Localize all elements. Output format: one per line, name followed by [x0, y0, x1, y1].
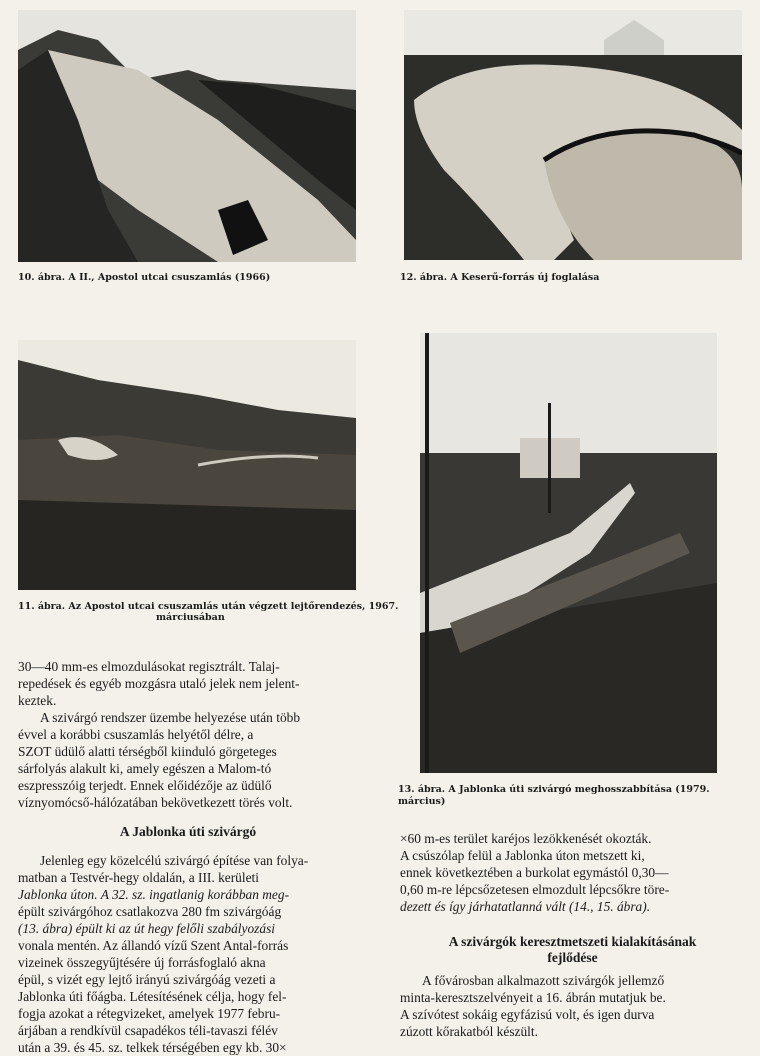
text-line: víznyomócső-hálózatában bekövetkezett törés volt.	[18, 795, 293, 810]
text-line: keztek.	[18, 693, 57, 708]
text-line: vizeinek összegyűjtésére új forrásfoglaló akna	[18, 955, 266, 970]
figure-10-caption: 10. ábra. A II., Apostol utcai csuszamlás (1966)	[18, 272, 271, 283]
basin-photo-graphic	[404, 10, 742, 260]
road-photo-graphic	[420, 333, 717, 773]
text-line: A csúszólap felül a Jablonka úton metszett ki,	[400, 848, 645, 863]
figure-11-caption-line2: márciusában	[156, 612, 225, 623]
text-line: repedések és egyéb mozgásra utaló jelek nem jelent-	[18, 676, 300, 691]
text-line: után a 39. és 45. sz. telkek térségében egy kb. 30×	[18, 1040, 287, 1055]
text-line: fogja azokat a rétegvizeket, amelyek 1977 febru-	[18, 1006, 281, 1021]
figure-13-caption: 13. ábra. A Jablonka úti szivárgó meghosszabbítása (1979. március)	[398, 784, 710, 807]
text-line: sárfolyás alakult ki, amely egészen a Malom-tó	[18, 761, 272, 776]
paragraph	[400, 972, 745, 1040]
text-line: (13. ábra) épült ki az út hegy felőli szabályozási	[18, 921, 275, 936]
text-line: SZOT üdülő alatti térségből kiinduló görgeteges	[18, 744, 277, 759]
landslide-photo-graphic	[18, 10, 356, 262]
figure-10-photo	[18, 10, 356, 262]
figure-13-photo	[420, 333, 717, 773]
paragraph	[400, 830, 745, 915]
figure-11-caption-line1: 11. ábra. Az Apostol utcai csuszamlás után végzett lejtőrendezés, 1967.	[18, 601, 399, 612]
text-line: zúzott kőrakatból készült.	[400, 1024, 538, 1039]
right-column-text-2	[400, 972, 745, 1040]
text-line: A fővárosban alkalmazott szivárgók jellemző	[422, 973, 665, 988]
section-heading-line1: A szivárgók keresztmetszeti kialakításának	[448, 934, 697, 949]
figure-12-caption: 12. ábra. A Keserű-forrás új foglalása	[400, 272, 600, 283]
left-column-text	[18, 658, 358, 811]
text-line: 30—40 mm-es elmozdulásokat regisztrált. Talaj-	[18, 659, 280, 674]
text-line: Jablonka úton. A 32. sz. ingatlanig korábban meg-	[18, 887, 290, 902]
text-line: A szívótest sokáig egyfázisú volt, és igen durva	[400, 1007, 655, 1022]
text-line: minta-keresztszelvényeit a 16. ábrán mutatjuk be.	[400, 990, 666, 1005]
paragraph	[18, 852, 358, 1056]
text-line: árjában a rendkívül csapadékos téli-tavaszi félév	[18, 1023, 278, 1038]
text-line: épül, s vizét egy lejtő irányú szivárgóág vezeti a	[18, 972, 276, 987]
text-line: épült szivárgóhoz csatlakozva 280 fm szivárgóág	[18, 904, 282, 919]
text-line: 0,60 m-re lépcsőzetesen elmozdult lépcsőkre töre-	[400, 882, 670, 897]
paragraph	[18, 658, 358, 709]
text-line: évvel a korábbi csuszamlás helyétől délre, a	[18, 727, 254, 742]
text-line: ×60 m-es terület karéjos lezökkenését okozták.	[400, 831, 652, 846]
text-line: dezett és így járhatatlanná vált (14., 15. ábra).	[400, 899, 651, 914]
figure-12-photo	[404, 10, 742, 260]
text-line: Jelenleg egy közelcélú szivárgó építése van folya-	[40, 853, 309, 868]
figure-11-photo	[18, 340, 356, 590]
section-heading-jablonka: A Jablonka úti szivárgó	[119, 824, 257, 839]
paragraph	[18, 709, 358, 811]
text-line: Jablonka úti főágba. Létesítésének célja, hogy fel-	[18, 989, 287, 1004]
text-line: A szivárgó rendszer üzembe helyezése után több	[40, 710, 301, 725]
section-heading-line2: fejlődése	[547, 950, 598, 965]
right-column-text	[400, 830, 745, 915]
text-line: ennek következtében a burkolat egymástól 0,30—	[400, 865, 669, 880]
slope-photo-graphic	[18, 340, 356, 590]
left-column-text-2	[18, 852, 358, 1056]
text-line: vonala mentén. Az állandó vízű Szent Antal-forrás	[18, 938, 289, 953]
text-line: matban a Testvér-hegy oldalán, a III. kerületi	[18, 870, 259, 885]
text-line: eszpresszóig terjedt. Ennek előidézője az üdülő	[18, 778, 272, 793]
